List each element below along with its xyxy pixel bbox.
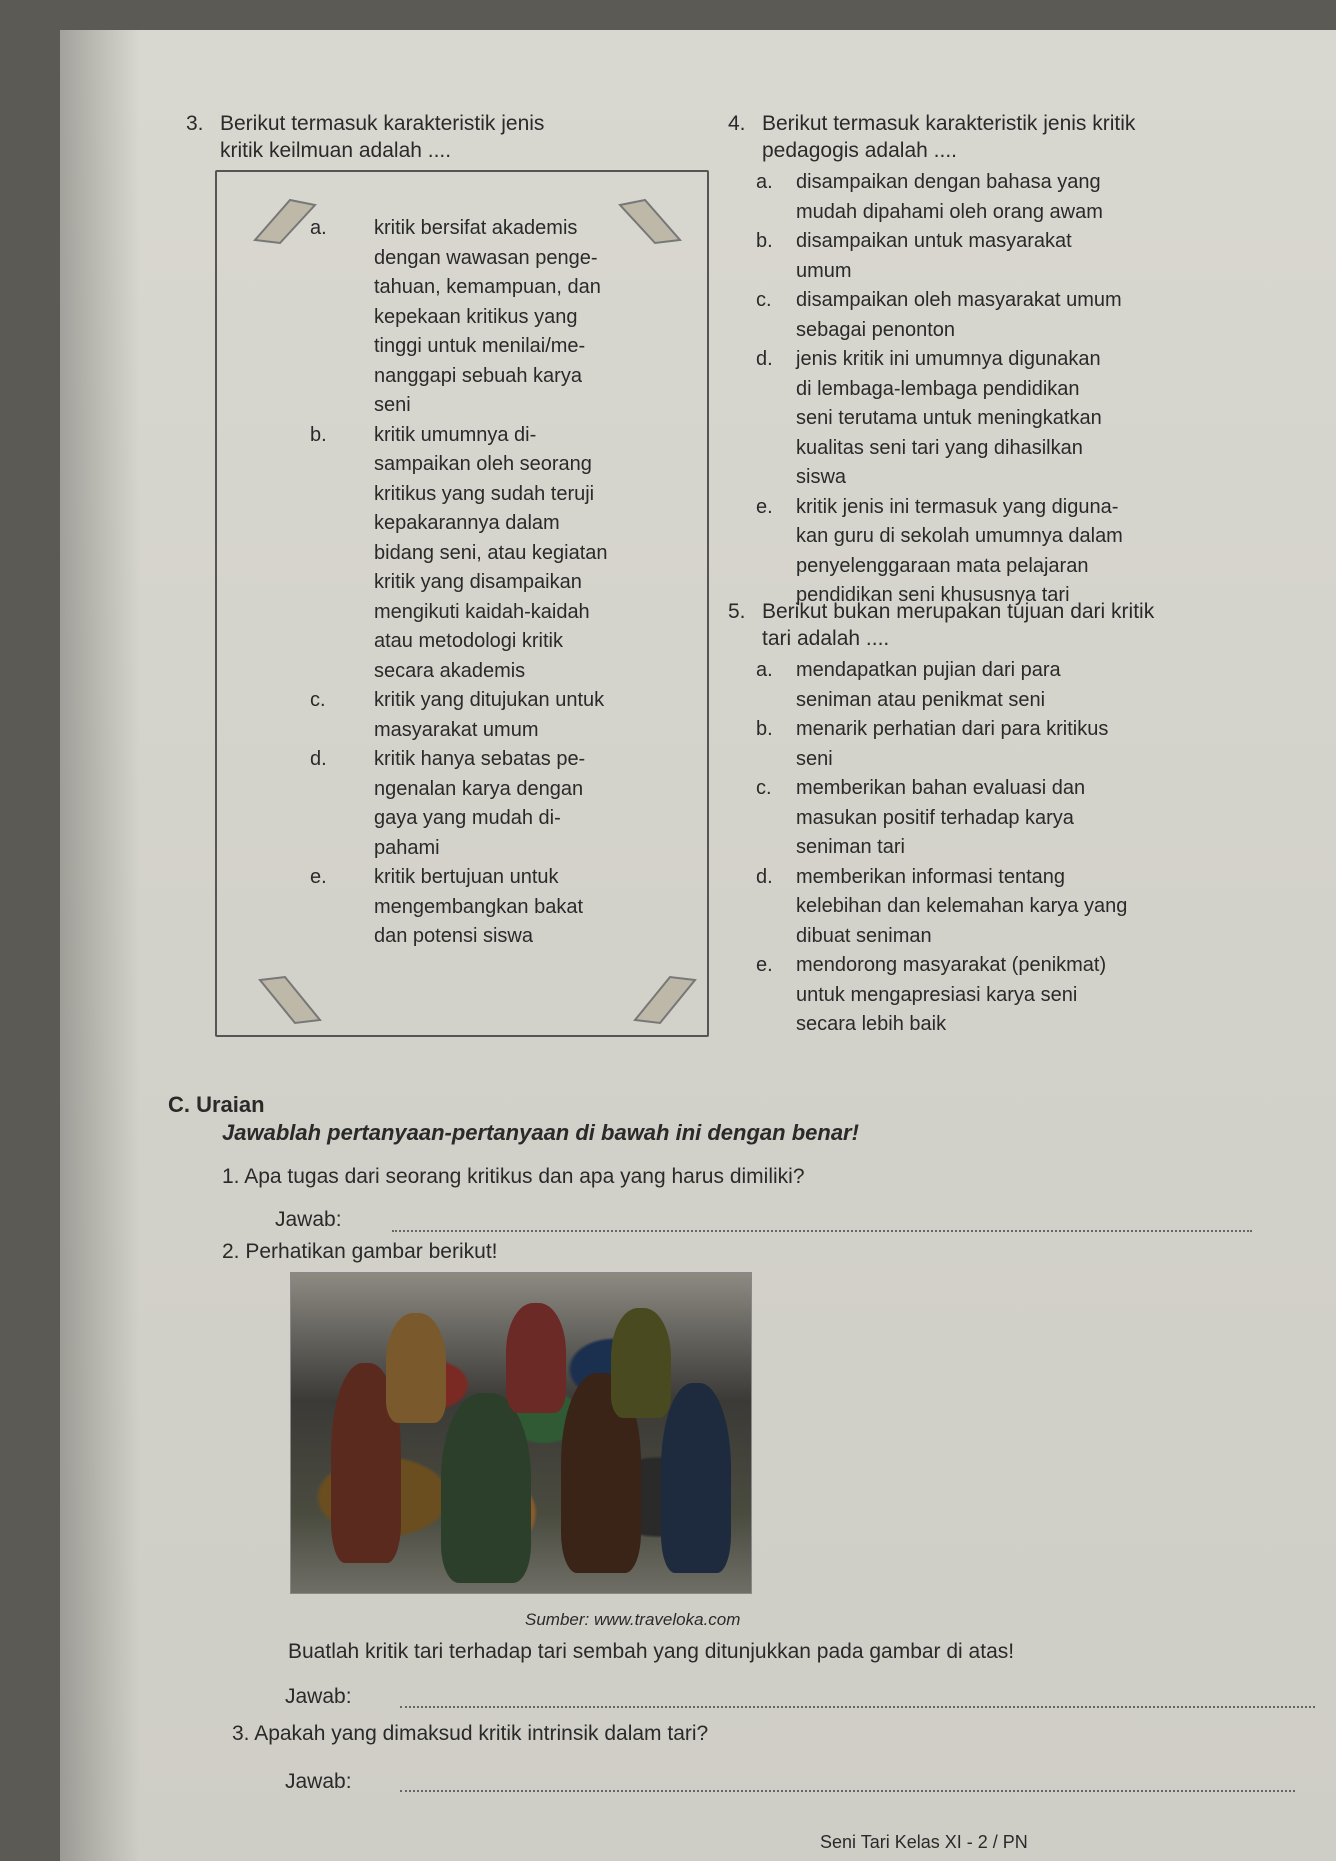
option-letter: d. — [756, 348, 773, 370]
dancer-figure — [611, 1308, 671, 1418]
option-letter: c. — [756, 777, 772, 799]
option-line: seni terutama untuk meningkatkan — [796, 407, 1102, 429]
question-4-options — [756, 168, 1222, 611]
q5-option-c — [756, 774, 1222, 863]
option-line: nanggapi sebuah karya — [374, 364, 582, 387]
option-letter: d. — [310, 748, 327, 770]
option-line: untuk mengapresiasi karya seni — [796, 983, 1078, 1006]
option-line: disampaikan oleh masyarakat umum — [796, 289, 1122, 311]
option-line: kelebihan dan kelemahan karya yang — [796, 895, 1128, 917]
q3-option-c — [310, 686, 670, 745]
option-line: kritik bersifat akademis — [374, 217, 578, 239]
dancer-figure — [441, 1393, 531, 1583]
option-line: sebagai penonton — [796, 318, 956, 341]
q4-option-c — [756, 286, 1222, 345]
option-letter: a. — [756, 171, 773, 193]
essay-question-3: 3. Apakah yang dimaksud kritik intrinsik dalam tari? — [232, 1722, 709, 1745]
option-letter: b. — [310, 423, 327, 446]
answer-label-1: Jawab: — [275, 1208, 342, 1231]
page-gutter-shadow — [60, 30, 140, 1861]
q5-option-d — [756, 863, 1222, 952]
answer-label-2: Jawab: — [285, 1685, 352, 1708]
q4-option-b — [756, 227, 1222, 286]
option-line: umum — [796, 259, 852, 282]
dancer-figure — [661, 1383, 731, 1573]
page-footer: Seni Tari Kelas XI - 2 / PN — [820, 1832, 1028, 1852]
question-4-title-line1: Berikut termasuk karakteristik jenis kritik — [762, 112, 1136, 135]
question-4-title-line2: pedagogis adalah .... — [762, 139, 957, 162]
option-line: atau metodologi kritik — [374, 630, 563, 652]
q3-option-b — [310, 421, 670, 687]
q4-option-e — [756, 493, 1222, 611]
option-line: kualitas seni tari yang dihasilkan — [796, 436, 1083, 459]
answer-label-3: Jawab: — [285, 1770, 352, 1793]
option-line: seni — [796, 747, 833, 770]
q4-option-d — [756, 345, 1222, 493]
option-line: kritik bertujuan untuk — [374, 866, 559, 888]
question-3-title-line1: Berikut termasuk karakteristik jenis — [220, 112, 545, 135]
question-5-title-line1: Berikut bukan merupakan tujuan dari kritik — [762, 600, 1155, 623]
question-4-number: 4. — [728, 112, 746, 135]
option-line: masukan positif terhadap karya — [796, 806, 1074, 829]
option-line: mengembangkan bakat — [374, 895, 584, 918]
q3-option-a — [310, 214, 670, 421]
option-line: pendidikan seni khususnya tari — [796, 584, 1070, 606]
option-letter: b. — [756, 230, 773, 252]
q3-option-d — [310, 745, 670, 863]
option-line: kritik yang ditujukan untuk — [374, 689, 605, 711]
option-letter: c. — [756, 289, 772, 311]
option-line: seniman atau penikmat seni — [796, 688, 1046, 711]
dance-photo — [290, 1272, 752, 1594]
option-line: kan guru di sekolah umumnya dalam — [796, 525, 1123, 547]
option-line: ngenalan karya dengan — [374, 777, 584, 800]
option-line: tinggi untuk menilai/me- — [374, 335, 586, 357]
option-line: kepakarannya dalam — [374, 512, 560, 534]
q3-option-e — [310, 863, 670, 952]
option-letter: c. — [310, 689, 326, 711]
dancer-figure — [386, 1313, 446, 1423]
q5-option-b — [756, 715, 1222, 774]
option-line: kritik hanya sebatas pe- — [374, 748, 586, 770]
option-line: sampaikan oleh seorang — [374, 453, 592, 475]
option-line: disampaikan dengan bahasa yang — [796, 171, 1101, 193]
option-line: secara akademis — [374, 659, 526, 682]
option-line: seni — [374, 394, 411, 416]
answer-line-3[interactable] — [400, 1790, 1295, 1792]
option-line: mendapatkan pujian dari para — [796, 659, 1061, 681]
question-5-number: 5. — [728, 600, 746, 623]
option-line: gaya yang mudah di- — [374, 807, 561, 829]
option-line: mudah dipahami oleh orang awam — [796, 200, 1103, 223]
photo-caption: Sumber: www.traveloka.com — [525, 1610, 741, 1629]
option-line: kritikus yang sudah teruji — [374, 482, 595, 505]
question-3-options — [310, 214, 670, 952]
option-letter: e. — [756, 495, 773, 518]
ribbon-bottom-left-icon — [255, 975, 325, 1025]
option-line: mengikuti kaidah-kaidah — [374, 600, 590, 623]
option-letter: d. — [756, 865, 773, 888]
option-line: memberikan bahan evaluasi dan — [796, 777, 1086, 799]
answer-line-1[interactable] — [392, 1230, 1252, 1232]
q5-option-a — [756, 656, 1222, 715]
answer-line-2[interactable] — [400, 1706, 1315, 1708]
option-line: dibuat seniman — [796, 924, 932, 947]
option-letter: e. — [310, 866, 327, 888]
option-letter: b. — [756, 718, 773, 740]
option-line: kritik yang disampaikan — [374, 571, 582, 593]
option-letter: a. — [756, 659, 773, 681]
option-line: mendorong masyarakat (penikmat) — [796, 954, 1107, 976]
option-line: kritik jenis ini termasuk yang diguna- — [796, 495, 1119, 518]
ribbon-bottom-right-icon — [630, 975, 700, 1025]
option-line: di lembaga-lembaga pendidikan — [796, 377, 1080, 400]
option-line: dan potensi siswa — [374, 925, 533, 947]
question-3-number: 3. — [186, 112, 204, 135]
option-line: kepekaan kritikus yang — [374, 305, 578, 328]
section-c-instruction: Jawablah pertanyaan-pertanyaan di bawah ini dengan benar! — [222, 1120, 859, 1145]
essay-question-2-task: Buatlah kritik tari terhadap tari sembah yang ditunjukkan pada gambar di atas! — [288, 1640, 1015, 1663]
option-line: kritik umumnya di- — [374, 423, 537, 446]
option-letter: e. — [756, 954, 773, 976]
question-5-options — [756, 656, 1222, 1040]
q4-option-a — [756, 168, 1222, 227]
question-5 — [728, 598, 1222, 1040]
essay-question-2: 2. Perhatikan gambar berikut! — [222, 1240, 498, 1263]
option-line: memberikan informasi tentang — [796, 865, 1066, 888]
question-5-title-line2: tari adalah .... — [762, 627, 890, 650]
section-c-heading: C. Uraian — [168, 1092, 265, 1117]
option-letter: a. — [310, 217, 327, 239]
essay-question-1: 1. Apa tugas dari seorang kritikus dan apa yang harus dimiliki? — [222, 1165, 805, 1188]
option-line: penyelenggaraan mata pelajaran — [796, 554, 1089, 577]
question-3-title-line2: kritik keilmuan adalah .... — [220, 139, 452, 162]
option-line: bidang seni, atau kegiatan — [374, 541, 608, 564]
option-line: jenis kritik ini umumnya digunakan — [796, 348, 1101, 370]
q5-option-e — [756, 951, 1222, 1040]
option-line: menarik perhatian dari para kritikus — [796, 718, 1109, 740]
option-line: secara lebih baik — [796, 1013, 947, 1035]
option-line: tahuan, kemampuan, dan — [374, 276, 601, 298]
question-3 — [186, 110, 680, 164]
option-line: disampaikan untuk masyarakat — [796, 230, 1072, 252]
option-line: pahami — [374, 836, 440, 859]
option-line: siswa — [796, 466, 847, 488]
dancer-figure — [506, 1303, 566, 1413]
option-line: dengan wawasan penge- — [374, 246, 598, 269]
option-line: masyarakat umum — [374, 718, 539, 741]
option-line: seniman tari — [796, 836, 905, 858]
question-4 — [728, 110, 1222, 611]
